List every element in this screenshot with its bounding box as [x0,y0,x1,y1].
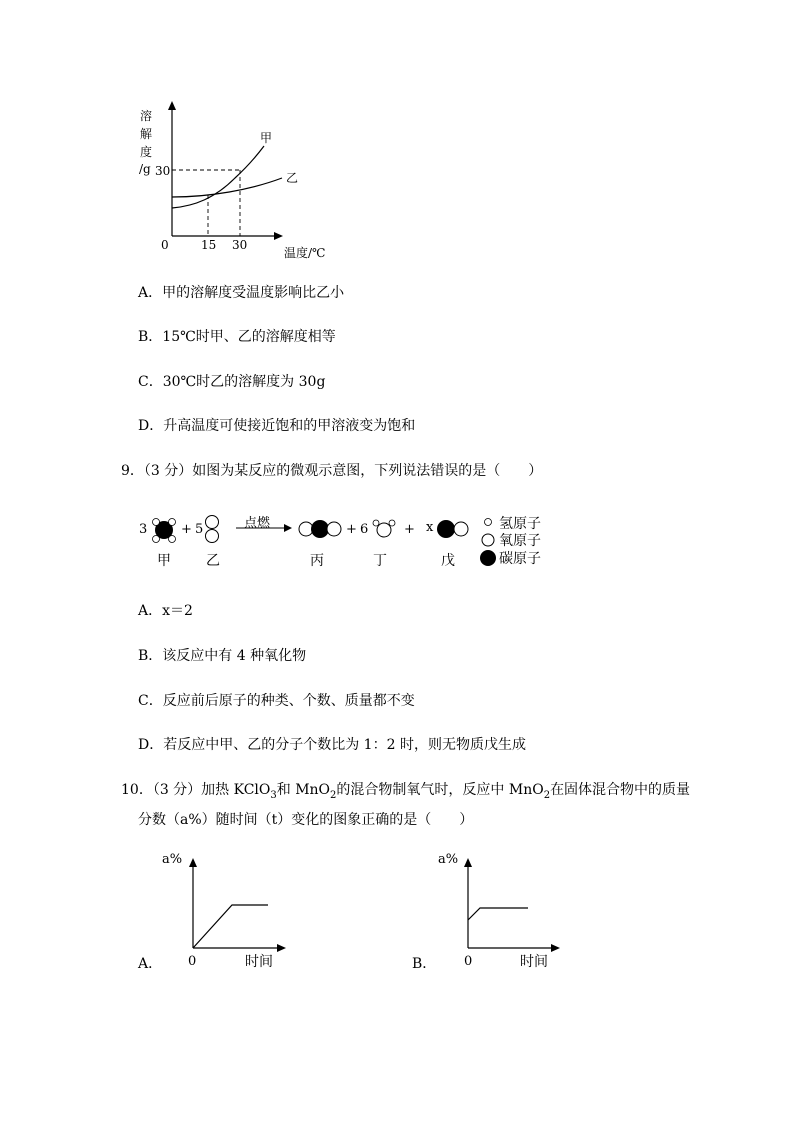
label-yi: 乙 [206,553,220,569]
coef-wu: x [426,520,434,535]
q10-stem-line2: 分数（a%）随时间（t）变化的图象正确的是（ ） [138,812,474,828]
x-axis-label: 温度/℃ [284,246,326,260]
graph-b-origin: 0 [464,954,473,969]
coef-yi: 5 [195,522,204,537]
q10-stem-mid1: 和 MnO [276,782,331,798]
condition-label: 点燃 [244,516,271,531]
graph-a-origin: 0 [188,954,197,969]
y-label-char-1: 溶 [140,109,153,123]
plus-3: + [404,522,415,537]
graph-b-y-label: a% [438,852,459,867]
coef-ding: 6 [360,522,369,537]
q9-option-d[interactable]: D．若反应中甲、乙的分子个数比为 1：2 时，则无物质戊生成 [138,737,526,753]
x-tick-0: 0 [161,238,169,252]
y-label-char-2: 解 [140,127,153,141]
q8-option-b[interactable]: B．15℃时甲、乙的溶解度相等 [138,329,336,345]
graph-a-y-label: a% [162,852,183,867]
y-label-char-3: 度 [140,145,153,159]
q10-stem-end: 在固体混合物中的质量 [550,782,691,798]
graph-b-line [468,908,528,920]
q9-option-b[interactable]: B．该反应中有 4 种氧化物 [138,648,307,664]
q10-stem-prefix: 10．（3 分）加热 KClO [121,782,271,798]
x-tick-30: 30 [232,238,248,252]
graph-a-x-label: 时间 [245,954,273,970]
q10-sub-2: 2 [330,789,337,801]
curve-label-jia: 甲 [260,131,273,145]
legend-oxygen: 氧原子 [499,533,541,549]
label-bing: 丙 [310,553,324,569]
graph-a-option-label: A． [138,956,163,972]
legend-carbon: 碳原子 [499,551,541,567]
q10-sub-3: 2 [543,789,551,801]
graph-b-x-label: 时间 [520,954,548,970]
q8-option-a[interactable]: A．甲的溶解度受温度影响比乙小 [138,285,345,301]
label-ding: 丁 [373,553,387,569]
plus-2: + [346,522,357,537]
q9-stem: 9．（3 分）如图为某反应的微观示意图，下列说法错误的是（ ） [121,463,543,479]
q10-stem-mid2: 的混合物制氧气时，反应中 MnO [336,782,544,798]
plus-1: + [181,522,192,537]
graph-b-option-label: B． [412,956,437,972]
label-jia: 甲 [157,553,171,569]
q8-option-c[interactable]: C．30℃时乙的溶解度为 30g [138,374,326,390]
x-tick-15: 15 [201,238,217,252]
legend-hydrogen: 氢原子 [499,516,541,532]
y-tick-30: 30 [155,164,171,178]
coef-jia: 3 [139,522,148,537]
q8-option-d[interactable]: D．升高温度可使接近饱和的甲溶液变为饱和 [138,418,416,434]
q9-option-a[interactable]: A．x＝2 [138,603,193,619]
q9-option-c[interactable]: C．反应前后原子的种类、个数、质量都不变 [138,693,415,709]
y-unit: /g [139,162,151,176]
label-wu: 戊 [441,553,455,569]
q10-sub-1: 3 [270,789,277,801]
curve-label-yi: 乙 [286,171,299,185]
